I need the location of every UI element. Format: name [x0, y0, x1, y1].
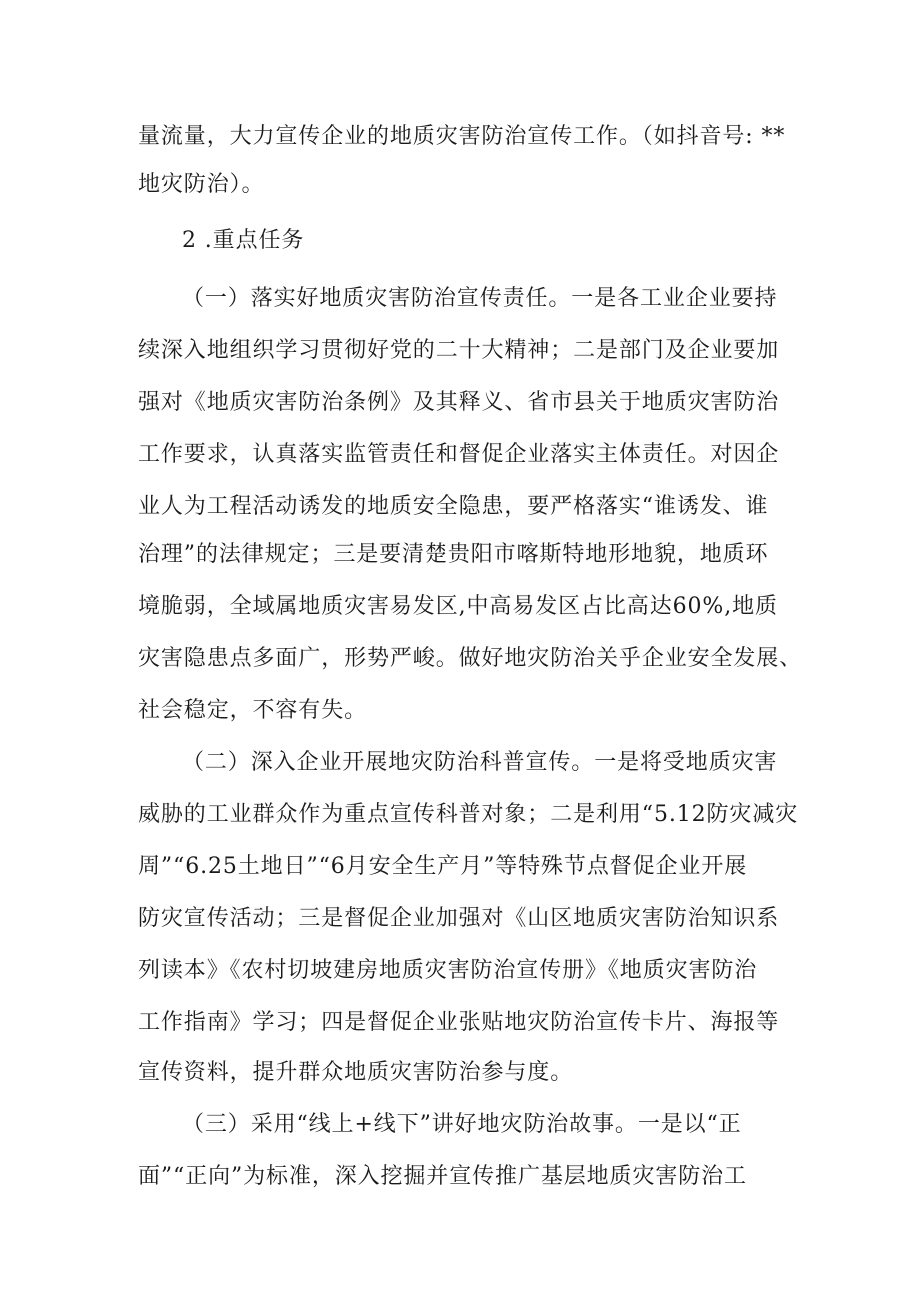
paragraph-2-line-5: 列读本》《农村切坡建房地质灾害防治宣传册》《地质灾害防治	[138, 958, 758, 983]
section-heading: 2 .重点任务	[182, 228, 305, 253]
paragraph-1-line-1: （一）落实好地质灾害防治宣传责任。一是各工业企业要持	[182, 286, 778, 311]
paragraph-2-line-6: 工作指南》学习；四是督促企业张贴地灾防治宣传卡片、海报等	[138, 1010, 780, 1035]
paragraph-2-line-2: 威胁的工业群众作为重点宣传科普对象；二是利用“5.12防灾减灾	[138, 802, 799, 827]
paragraph-1-line-4: 工作要求，认真落实监管责任和督促企业落实主体责任。对因企	[138, 442, 780, 467]
paragraph-1-line-2: 续深入地组织学习贯彻好党的二十大精神；二是部门及企业要加	[138, 338, 780, 363]
text-line-1: 量流量，大力宣传企业的地质灾害防治宣传工作。（如抖音号: **	[138, 124, 786, 149]
paragraph-3-line-1: （三）采用“线上+线下”讲好地灾防治故事。一是以“正	[182, 1112, 742, 1137]
paragraph-2-line-7: 宣传资料，提升群众地质灾害防治参与度。	[138, 1060, 574, 1085]
paragraph-3-line-2: 面”“正向”为标准，深入挖掘并宣传推广基层地质灾害防治工	[138, 1164, 747, 1189]
paragraph-1-line-6: 治理”的法律规定；三是要清楚贵阳市喀斯特地形地貌，地质环	[138, 542, 769, 567]
paragraph-2-line-4: 防灾宣传活动；三是督促企业加强对《山区地质灾害防治知识系	[138, 906, 780, 931]
paragraph-1-line-8: 灾害隐患点多面广，形势严峻。做好地灾防治关乎企业安全发展、	[138, 646, 803, 671]
paragraph-1-line-7: 境脆弱，全域属地质灾害易发区,中高易发区占比高达60%,地质	[138, 594, 778, 619]
paragraph-2-line-1: （二）深入企业开展地灾防治科普宣传。一是将受地质灾害	[182, 750, 778, 775]
paragraph-1-line-9: 社会稳定，不容有失。	[138, 698, 368, 723]
paragraph-1-line-3: 强对《地质灾害防治条例》及其释义、省市县关于地质灾害防治	[138, 390, 780, 415]
paragraph-2-line-3: 周”“6.25土地日”“6月安全生产月”等特殊节点督促企业开展	[138, 854, 748, 879]
paragraph-1-line-5: 业人为工程活动诱发的地质安全隐患，要严格落实“谁诱发、谁	[138, 494, 769, 519]
text-line-2: 地灾防治）。	[138, 172, 265, 197]
